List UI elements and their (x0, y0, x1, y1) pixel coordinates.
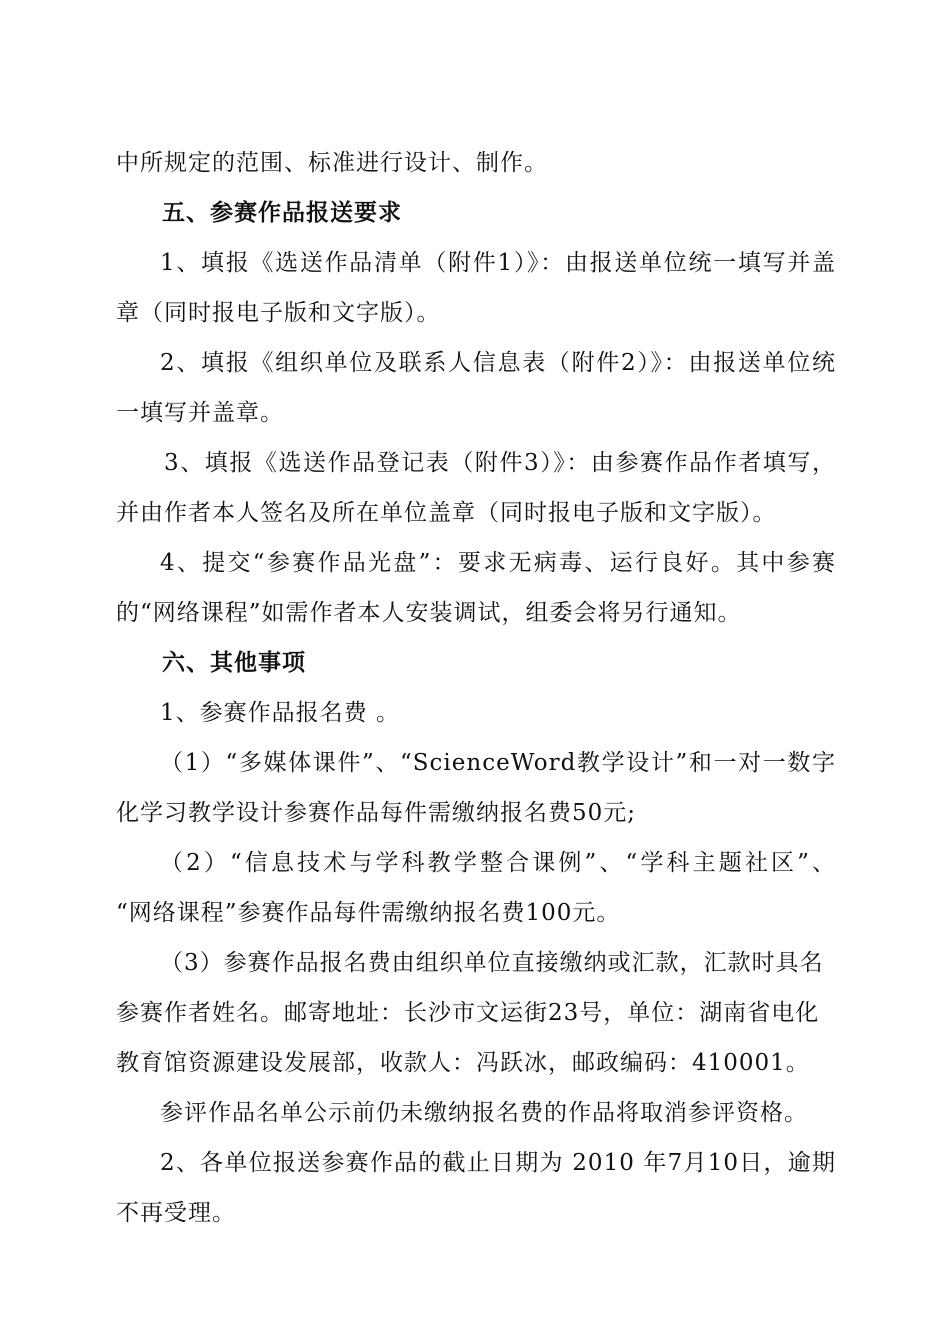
paragraph-line: 参评作品名单公示前仍未缴纳报名费的作品将取消参评资格。 (160, 1100, 808, 1126)
paragraph-line: 并由作者本人签名及所在单位盖章（同时报电子版和文字版）。 (116, 500, 777, 526)
paragraph-line: （1）“多媒体课件”、“ScienceWord教学设计”和一对一数字 (160, 750, 836, 776)
paragraph-line: （2）“信息技术与学科教学整合课例”、“学科主题社区”、 (160, 850, 836, 876)
paragraph-line: 教育馆资源建设发展部，收款人：冯跃冰，邮政编码：410001。 (116, 1050, 810, 1076)
paragraph-line: 中所规定的范围、标准进行设计、制作。 (116, 150, 548, 176)
paragraph-line: 的“网络课程”如需作者本人安装调试，组委会将另行通知。 (116, 600, 742, 626)
paragraph-line: （3）参赛作品报名费由组织单位直接缴纳或汇款，汇款时具名 (160, 950, 824, 976)
document-page (116, 138, 836, 1238)
paragraph-line: “网络课程”参赛作品每件需缴纳报名费100元。 (116, 900, 621, 926)
paragraph-line: 1、参赛作品报名费 。 (160, 700, 400, 726)
paragraph-line: 参赛作者姓名。邮寄地址：长沙市文运街23号，单位：湖南省电化 (116, 1000, 820, 1026)
paragraph-line: 一填写并盖章。 (116, 400, 284, 426)
paragraph-line: 不再受理。 (116, 1200, 236, 1226)
paragraph-line: 2、各单位报送参赛作品的截止日期为 2010 年7月10日，逾期 (160, 1150, 836, 1176)
paragraph-line: 3、填报《选送作品登记表（附件3）》：由参赛作品作者填写， (164, 450, 836, 476)
paragraph-line: 4、提交“参赛作品光盘”：要求无病毒、运行良好。其中参赛 (160, 550, 836, 576)
paragraph-line: 化学习教学设计参赛作品每件需缴纳报名费50元; (116, 800, 637, 826)
paragraph-line: 1、填报《选送作品清单（附件1）》：由报送单位统一填写并盖 (160, 250, 836, 276)
paragraph-line: 2、填报《组织单位及联系人信息表（附件2）》：由报送单位统 (160, 350, 836, 376)
section-heading-6: 六、其他事项 (162, 650, 306, 676)
section-heading-5: 五、参赛作品报送要求 (162, 200, 402, 226)
paragraph-line: 章（同时报电子版和文字版）。 (116, 300, 441, 326)
